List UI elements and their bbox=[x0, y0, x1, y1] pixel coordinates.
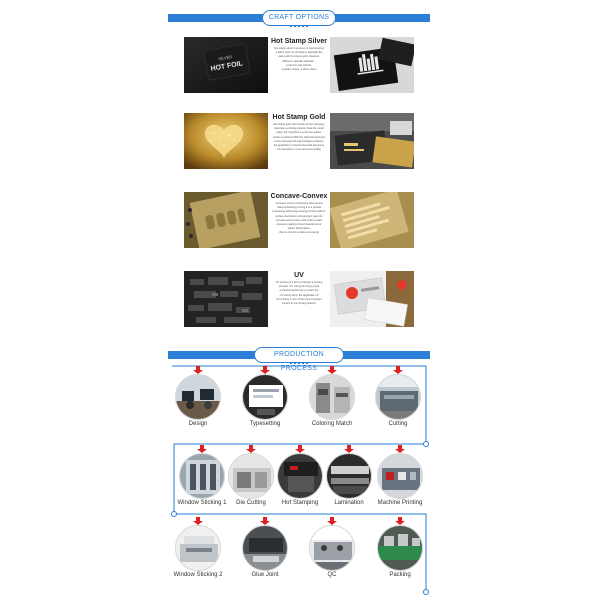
desc-line: relief embossing printing.It is a special bbox=[277, 206, 321, 210]
craft-desc bbox=[268, 47, 330, 72]
concave-convex-photo-right bbox=[330, 192, 414, 248]
step-label: Coloring Match bbox=[311, 421, 353, 427]
desc-line: content in the printing industry bbox=[281, 302, 317, 306]
craft-desc bbox=[268, 281, 330, 306]
step-die-cutting bbox=[224, 445, 278, 507]
qc-photo bbox=[309, 525, 355, 571]
craft-item-uv bbox=[184, 271, 414, 327]
step-label: QC bbox=[327, 572, 337, 578]
silver-card-top-text: SILVER bbox=[217, 54, 233, 62]
desc-line: a photosensitizer.win to match the bbox=[279, 289, 319, 293]
down-arrow-icon bbox=[193, 366, 203, 374]
down-arrow-icon bbox=[246, 445, 256, 453]
craft-item-concave-convex bbox=[184, 192, 414, 248]
desc-line: of hot stamping foil and packaging industry, bbox=[274, 139, 324, 143]
hot-stamp-silver-text bbox=[268, 37, 330, 93]
silver-card-text: HOT FOIL bbox=[210, 60, 244, 73]
desc-line: same with hot stamp gold, However, bbox=[278, 55, 320, 59]
craft-title: UV bbox=[294, 272, 304, 279]
desc-line: concave-and-convex mold,under certain bbox=[275, 218, 323, 222]
desc-line: hot stamping is more and more widely bbox=[277, 148, 321, 152]
desc-line: a golden sheen, a silver sheen bbox=[281, 68, 317, 72]
desc-line: UV printing is a kind of through a printing bbox=[275, 281, 323, 284]
uv-text bbox=[268, 271, 330, 327]
window-sticking-1-photo bbox=[179, 453, 225, 499]
down-arrow-icon bbox=[295, 445, 305, 453]
step-machine-printing bbox=[373, 445, 427, 507]
coloring-match-photo bbox=[309, 374, 355, 420]
down-arrow-icon bbox=[260, 366, 270, 374]
step-glue-joint bbox=[238, 517, 292, 579]
banner-dots bbox=[290, 25, 308, 27]
desc-line: a fabric style, Its principle is basically the bbox=[275, 51, 323, 55]
craft-title: Hot Stamp Gold bbox=[272, 114, 326, 121]
down-arrow-icon bbox=[193, 517, 203, 525]
step-label: Cutting bbox=[388, 421, 408, 427]
down-arrow-icon bbox=[393, 366, 403, 374]
step-design bbox=[171, 366, 225, 428]
hot-stamp-gold-photo-right bbox=[330, 113, 414, 169]
step-window-sticking-2 bbox=[171, 517, 225, 579]
down-arrow-icon bbox=[197, 445, 207, 453]
desc-line: plastic deformation, bbox=[287, 227, 311, 231]
desc-line: different materials selection . bbox=[282, 59, 316, 63]
desc-line: UV curing lamp, the application of bbox=[279, 293, 319, 297]
desc-line: plate, foil, imprinted on print out golden bbox=[276, 131, 322, 135]
step-window-sticking-1 bbox=[175, 445, 229, 507]
concave-convex-photo-left bbox=[184, 192, 268, 248]
desc-line: words or patterns.With the rapid development bbox=[272, 135, 326, 139]
step-hot-stamping bbox=[273, 445, 327, 507]
craft-options-banner bbox=[168, 8, 430, 28]
machine-printing-photo bbox=[377, 453, 423, 499]
craft-item-hot-stamp-gold bbox=[184, 113, 414, 169]
hot-stamp-gold-text bbox=[268, 113, 330, 169]
step-label: Lamination bbox=[334, 500, 364, 506]
desc-line: Look from the exterior, bbox=[286, 63, 312, 67]
step-label: Glue Joint bbox=[251, 572, 279, 578]
desc-line: UV printing is one of the most important bbox=[276, 297, 322, 301]
uv-photo-right bbox=[330, 271, 414, 327]
step-typesetting bbox=[238, 366, 292, 428]
hot-stamp-silver-photo-right bbox=[330, 37, 414, 93]
step-cutting bbox=[371, 366, 425, 428]
down-arrow-icon bbox=[327, 517, 337, 525]
design-photo bbox=[175, 374, 221, 420]
desc-line: process, UV curing ink drying need bbox=[278, 285, 320, 289]
lamination-photo bbox=[326, 453, 372, 499]
craft-title: Hot Stamp Silver bbox=[270, 38, 327, 45]
step-label: Window Sticking 1 bbox=[177, 500, 227, 506]
craft-title: Concave-Convex bbox=[270, 193, 328, 200]
step-label: Design bbox=[188, 421, 208, 427]
hot-stamp-silver-photo-left bbox=[184, 37, 268, 93]
step-label: Packing bbox=[389, 572, 411, 578]
down-arrow-icon bbox=[344, 445, 354, 453]
uv-photo-left bbox=[184, 271, 268, 327]
desc-line: Concave-convex embossing also named bbox=[275, 202, 323, 205]
down-arrow-icon bbox=[327, 366, 337, 374]
glue-joint-photo bbox=[242, 525, 288, 571]
hot-stamping-photo bbox=[277, 453, 323, 499]
step-label: Machine Printing bbox=[377, 500, 423, 506]
concave-convex-text bbox=[268, 192, 330, 248]
window-sticking-2-photo bbox=[175, 525, 221, 571]
step-coloring-match bbox=[305, 366, 359, 428]
desc-line: Hot stamp silver is process of reprocessing bbox=[274, 47, 324, 50]
hot-stamp-gold-photo-left bbox=[184, 113, 268, 169]
desc-line: surface decoration processing,It uses the bbox=[275, 214, 323, 218]
desc-line: thus to art print surface processing bbox=[279, 231, 319, 235]
desc-line: processing technology among printed matter's bbox=[272, 210, 326, 214]
production-process-title: PRODUCTION PROCESS bbox=[254, 347, 344, 363]
desc-line: decorate a printing process, heat the metal bbox=[274, 127, 324, 131]
craft-desc bbox=[268, 202, 330, 236]
step-qc bbox=[305, 517, 359, 579]
desc-line: Hot stamp gold, also known as hot stamping, bbox=[273, 123, 325, 126]
die-cutting-photo bbox=[228, 453, 274, 499]
desc-line: pressure,making printed material occur bbox=[276, 223, 322, 227]
step-label: Die Cutting bbox=[236, 500, 266, 506]
step-label: Window Sticking 2 bbox=[173, 572, 223, 578]
step-label: Typesetting bbox=[249, 421, 281, 427]
desc-line: the application of electrochemical aluminum bbox=[273, 144, 325, 148]
down-arrow-icon bbox=[260, 517, 270, 525]
craft-desc bbox=[268, 123, 330, 152]
packing-photo bbox=[377, 525, 423, 571]
down-arrow-icon bbox=[395, 445, 405, 453]
step-packing bbox=[373, 517, 427, 579]
step-lamination bbox=[322, 445, 376, 507]
step-label: Hot Stamping bbox=[281, 500, 319, 506]
down-arrow-icon bbox=[395, 517, 405, 525]
cutting-photo bbox=[375, 374, 421, 420]
typesetting-photo bbox=[242, 374, 288, 420]
craft-item-hot-stamp-silver bbox=[184, 37, 414, 93]
craft-options-title: CRAFT OPTIONS bbox=[262, 10, 336, 26]
